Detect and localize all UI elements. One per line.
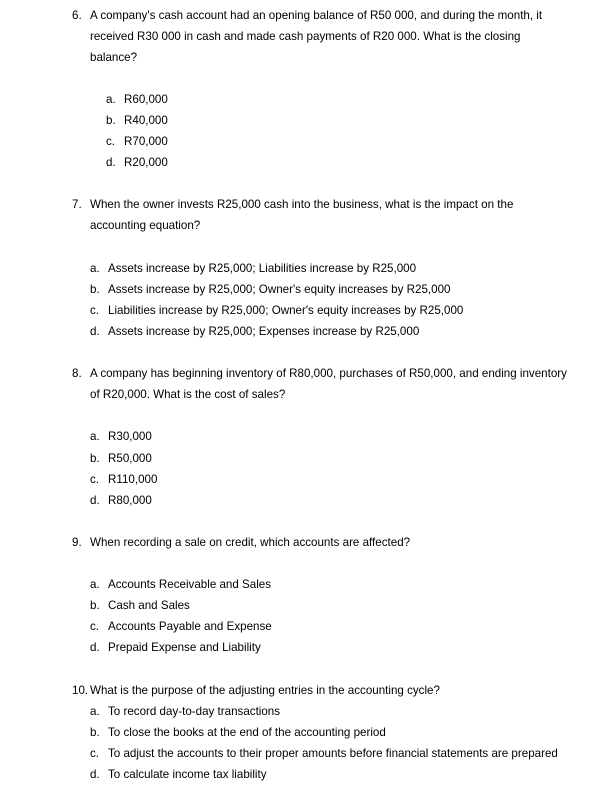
question-text-line: received R30 000 in cash and made cash payments of R20 000. What is the closing (90, 30, 521, 43)
question-number: 10. (72, 684, 89, 697)
option-letter: d. (106, 156, 116, 169)
question-text-line: A company's cash account had an opening balance of R50 000, and during the month, it (90, 9, 543, 22)
option-text: Prepaid Expense and Liability (108, 641, 261, 654)
option-text: Liabilities increase by R25,000; Owner's equity increases by R25,000 (108, 304, 464, 317)
question-text-line: of R20,000. What is the cost of sales? (90, 388, 286, 401)
option-text: R20,000 (124, 156, 168, 169)
option-text: Assets increase by R25,000; Liabilities increase by R25,000 (108, 262, 417, 275)
option-letter: a. (90, 262, 100, 275)
option-text: Assets increase by R25,000; Owner's equity increases by R25,000 (108, 283, 451, 296)
option-text: R50,000 (108, 452, 152, 465)
option-text: To close the books at the end of the accounting period (108, 726, 386, 739)
option-letter: d. (90, 641, 100, 654)
question-number: 7. (72, 198, 82, 211)
option-text: R80,000 (108, 494, 152, 507)
option-text: R110,000 (108, 473, 158, 486)
option-letter: d. (90, 325, 100, 338)
option-text: R40,000 (124, 114, 168, 127)
question-number: 8. (72, 367, 82, 380)
option-letter: c. (90, 620, 100, 633)
question-text-line: A company has beginning inventory of R80,000, purchases of R50,000, and ending inventory (90, 367, 567, 380)
question-number: 6. (72, 9, 82, 22)
question-text-line: When recording a sale on credit, which accounts are affected? (90, 536, 411, 549)
option-letter: b. (90, 599, 100, 612)
option-letter: c. (90, 304, 100, 317)
option-letter: a. (106, 93, 116, 106)
option-text: Cash and Sales (108, 599, 190, 612)
option-letter: a. (90, 578, 100, 591)
option-letter: c. (106, 135, 116, 148)
option-letter: c. (90, 747, 100, 760)
option-letter: a. (90, 430, 100, 443)
option-text: To record day-to-day transactions (108, 705, 281, 718)
question-text-line: accounting equation? (90, 219, 201, 232)
option-letter: c. (90, 473, 100, 486)
option-text: R70,000 (124, 135, 168, 148)
option-text: To adjust the accounts to their proper amounts before financial statements are prepared (108, 747, 558, 760)
question-text-line: When the owner invests R25,000 cash into the business, what is the impact on the (90, 198, 514, 211)
question-number: 9. (72, 536, 82, 549)
option-text: R60,000 (124, 93, 168, 106)
option-text: Accounts Receivable and Sales (108, 578, 272, 591)
option-text: To calculate income tax liability (108, 768, 267, 781)
option-letter: b. (106, 114, 116, 127)
question-text-line: What is the purpose of the adjusting entries in the accounting cycle? (90, 684, 440, 697)
option-text: Assets increase by R25,000; Expenses increase by R25,000 (108, 325, 420, 338)
option-letter: d. (90, 494, 100, 507)
option-letter: b. (90, 452, 100, 465)
option-letter: b. (90, 283, 100, 296)
option-text: Accounts Payable and Expense (108, 620, 272, 633)
option-text: R30,000 (108, 430, 152, 443)
option-letter: b. (90, 726, 100, 739)
option-letter: d. (90, 768, 100, 781)
option-letter: a. (90, 705, 100, 718)
question-text-line: balance? (90, 51, 138, 64)
